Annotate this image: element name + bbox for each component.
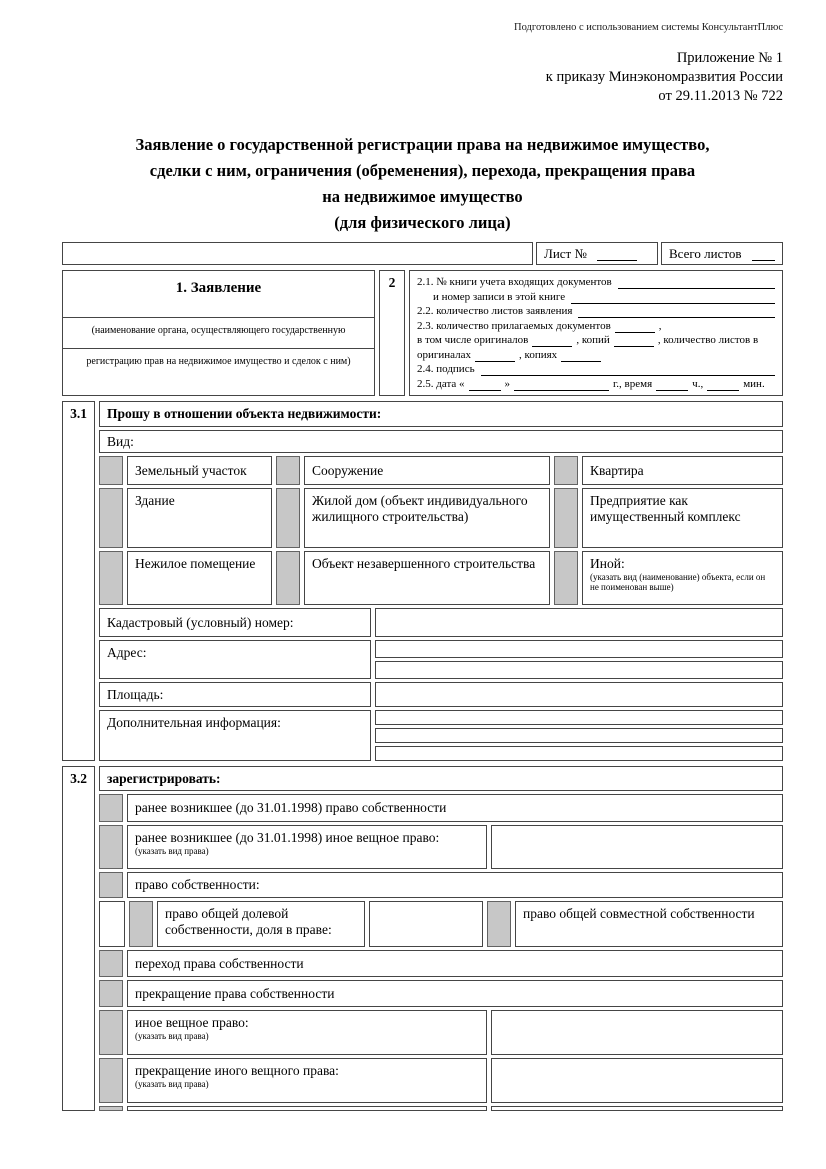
other-right-termination-note: (указать вид права): [135, 1079, 209, 1089]
checkbox-enterprise[interactable]: [554, 488, 578, 548]
partial-label-cell: [127, 1106, 487, 1111]
label-2-3c1: оригиналах: [417, 348, 472, 361]
appendix-line: от 29.11.2013 № 722: [658, 88, 783, 104]
label-2-5b: »: [504, 377, 511, 390]
checkbox-ownership-transfer[interactable]: [99, 950, 123, 977]
checkbox-non-residential[interactable]: [99, 551, 123, 605]
blank-2-5-min[interactable]: [707, 379, 739, 391]
blank-2-1b[interactable]: [571, 292, 775, 304]
partial-value-cell: [491, 1106, 783, 1111]
label-2-3b2: , копий: [576, 334, 610, 347]
label-other-right-termination: прекращение иного вещного права: (указать вид права): [127, 1058, 487, 1103]
document-title: Заявление о государственной регистрации права на недвижимое имущество, сделки с ним, ограничения (обременения), перехода, прекращения права на недвижимое имущество (для физического лица): [135, 135, 710, 232]
additional-info-line-2[interactable]: [375, 728, 783, 743]
label-land-plot: Земельный участок: [127, 456, 272, 485]
sheet-number-blank[interactable]: [597, 247, 637, 261]
sheet-header-blank-cell[interactable]: [62, 242, 533, 265]
checkbox-land-plot[interactable]: [99, 456, 123, 485]
checkbox-unfinished[interactable]: [276, 551, 300, 605]
blank-2-3-orig-sheets[interactable]: [475, 350, 515, 362]
label-enterprise: Предприятие как имущественный комплекс: [582, 488, 783, 548]
section-3-2-number: 3.2: [62, 766, 95, 1111]
blank-2-5-hour[interactable]: [656, 379, 688, 391]
section-2-registrar-block: 2.1. № книги учета входящих документов и номер записи в этой книге 2.2. количество листов заявления 2.3. количество прилагаемых документов , в том числе оригиналов , копий , количество листов в оригиналах , копиях 2.4. подпись 2.5. дата « » г., время ч., мин.: [409, 270, 783, 396]
blank-2-3-docs[interactable]: [615, 321, 655, 333]
total-sheets-label: Всего листов: [669, 245, 742, 261]
sheet-header-row: [62, 242, 783, 265]
section-3-1-header: Прошу в отношении объекта недвижимости:: [99, 401, 783, 427]
checkbox-early-other-right[interactable]: [99, 825, 123, 869]
label-2-3c2: , копиях: [519, 348, 558, 361]
checkbox-early-ownership[interactable]: [99, 794, 123, 822]
section-1-title: 1. Заявление: [175, 280, 262, 296]
label-shared-ownership: право общей долевой собственности, доля в праве:: [157, 901, 365, 947]
label-2-1b: и номер записи в этой книге: [433, 290, 566, 303]
label-2-2: 2.2. количество листов заявления: [417, 305, 573, 318]
checkbox-ownership-termination[interactable]: [99, 980, 123, 1007]
label-unfinished: Объект незавершенного строительства: [304, 551, 550, 605]
label-construction: Сооружение: [304, 456, 550, 485]
address-input-line-2[interactable]: [375, 661, 783, 679]
blank-2-5-day[interactable]: [469, 379, 501, 391]
label-additional-info: Дополнительная информация:: [99, 710, 371, 761]
section-1-caption-2: регистрацию прав на недвижимое имущество и сделок с ним): [63, 348, 374, 395]
other-object-note: (указать вид (наименование) объекта, если он не поименован выше): [590, 572, 766, 592]
label-cadastral-number: Кадастровый (условный) номер:: [99, 608, 371, 637]
shared-ownership-share-input[interactable]: [369, 901, 483, 947]
other-right-termination-input[interactable]: [491, 1058, 783, 1103]
label-2-5d: ч.,: [692, 377, 704, 390]
label-2-3b1: в том числе оригиналов: [417, 334, 529, 347]
blank-2-3-originals[interactable]: [532, 335, 572, 347]
blank-2-4-signature[interactable]: [481, 364, 775, 376]
label-2-4: 2.4. подпись: [417, 363, 475, 376]
appendix-line: Приложение № 1: [676, 50, 783, 66]
label-early-other-right: ранее возникшее (до 31.01.1998) иное вещное право: (указать вид права): [127, 825, 487, 869]
blank-2-1a[interactable]: [618, 277, 775, 289]
checkbox-other-right[interactable]: [99, 1010, 123, 1055]
label-2-5c: г., время: [613, 377, 653, 390]
section-1-2: [62, 270, 783, 396]
consultantplus-watermark: Подготовлено с использованием системы КонсультантПлюс: [514, 22, 783, 33]
label-ownership-transfer: переход права собственности: [127, 950, 783, 977]
label-other-object: Иной: (указать вид (наименование) объекта, если он не поименован выше): [582, 551, 783, 605]
section-3-2: [62, 766, 783, 1111]
label-address: Адрес:: [99, 640, 371, 679]
address-input-line-1[interactable]: [375, 640, 783, 658]
checkbox-dwelling-house[interactable]: [276, 488, 300, 548]
additional-info-line-1[interactable]: [375, 710, 783, 725]
blank-2-5-month[interactable]: [514, 379, 609, 391]
checkbox-other-object[interactable]: [554, 551, 578, 605]
section-3-2-header: зарегистрировать:: [99, 766, 783, 791]
blank-2-3-copy-sheets[interactable]: [561, 350, 601, 362]
label-2-3a: 2.3. количество прилагаемых документов: [417, 319, 611, 332]
label-joint-ownership: право общей совместной собственности: [515, 901, 783, 947]
label-flat: Квартира: [582, 456, 783, 485]
blank-2-2[interactable]: [578, 306, 775, 318]
label-other-right: иное вещное право: (указать вид права): [127, 1010, 487, 1055]
section-3-1: [62, 401, 783, 761]
early-other-right-note: (указать вид права): [135, 846, 209, 856]
other-right-input[interactable]: [491, 1010, 783, 1055]
blank-2-3-copies[interactable]: [614, 335, 654, 347]
label-ownership-termination: прекращение права собственности: [127, 980, 783, 1007]
label-early-ownership: ранее возникшее (до 31.01.1998) право собственности: [127, 794, 783, 822]
checkbox-ownership[interactable]: [99, 872, 123, 898]
checkbox-joint-ownership[interactable]: [487, 901, 511, 947]
sheet-number-label: Лист №: [544, 245, 587, 261]
sheet-number-cell: [536, 242, 658, 265]
section-3-1-number: 3.1: [62, 401, 95, 761]
label-2-3b3: , количество листов в: [657, 334, 759, 347]
label-non-residential: Нежилое помещение: [127, 551, 272, 605]
section-1-caption-1: (наименование органа, осуществляющего государственную: [63, 317, 374, 348]
additional-info-line-3[interactable]: [375, 746, 783, 761]
section-2-number: 2: [379, 270, 405, 396]
label-ownership: право собственности:: [127, 872, 783, 898]
label-dwelling-house: Жилой дом (объект индивидуального жилищного строительства): [304, 488, 550, 548]
other-right-note: (указать вид права): [135, 1031, 209, 1041]
early-other-right-input[interactable]: [491, 825, 783, 869]
label-2-5a: 2.5. дата «: [417, 377, 465, 390]
checkbox-shared-ownership[interactable]: [129, 901, 153, 947]
area-input[interactable]: [375, 682, 783, 707]
appendix-block: [62, 49, 783, 106]
section-1-application: [62, 270, 375, 396]
ownership-indent-cell: [99, 901, 125, 947]
total-sheets-cell: [661, 242, 783, 265]
checkbox-flat[interactable]: [554, 456, 578, 485]
checkbox-other-right-termination[interactable]: [99, 1058, 123, 1103]
label-building: Здание: [127, 488, 272, 548]
total-sheets-blank[interactable]: [752, 247, 776, 261]
checkbox-building[interactable]: [99, 488, 123, 548]
row-partial-cutoff: [99, 1106, 783, 1111]
checkbox-construction[interactable]: [276, 456, 300, 485]
checkbox-partial[interactable]: [99, 1106, 123, 1111]
label-area: Площадь:: [99, 682, 371, 707]
kind-label: Вид:: [99, 430, 783, 453]
cadastral-number-input[interactable]: [375, 608, 783, 637]
label-2-5e: мин.: [743, 377, 765, 390]
appendix-line: к приказу Минэкономразвития России: [545, 69, 783, 85]
label-2-1a: 2.1. № книги учета входящих документов: [417, 276, 612, 288]
